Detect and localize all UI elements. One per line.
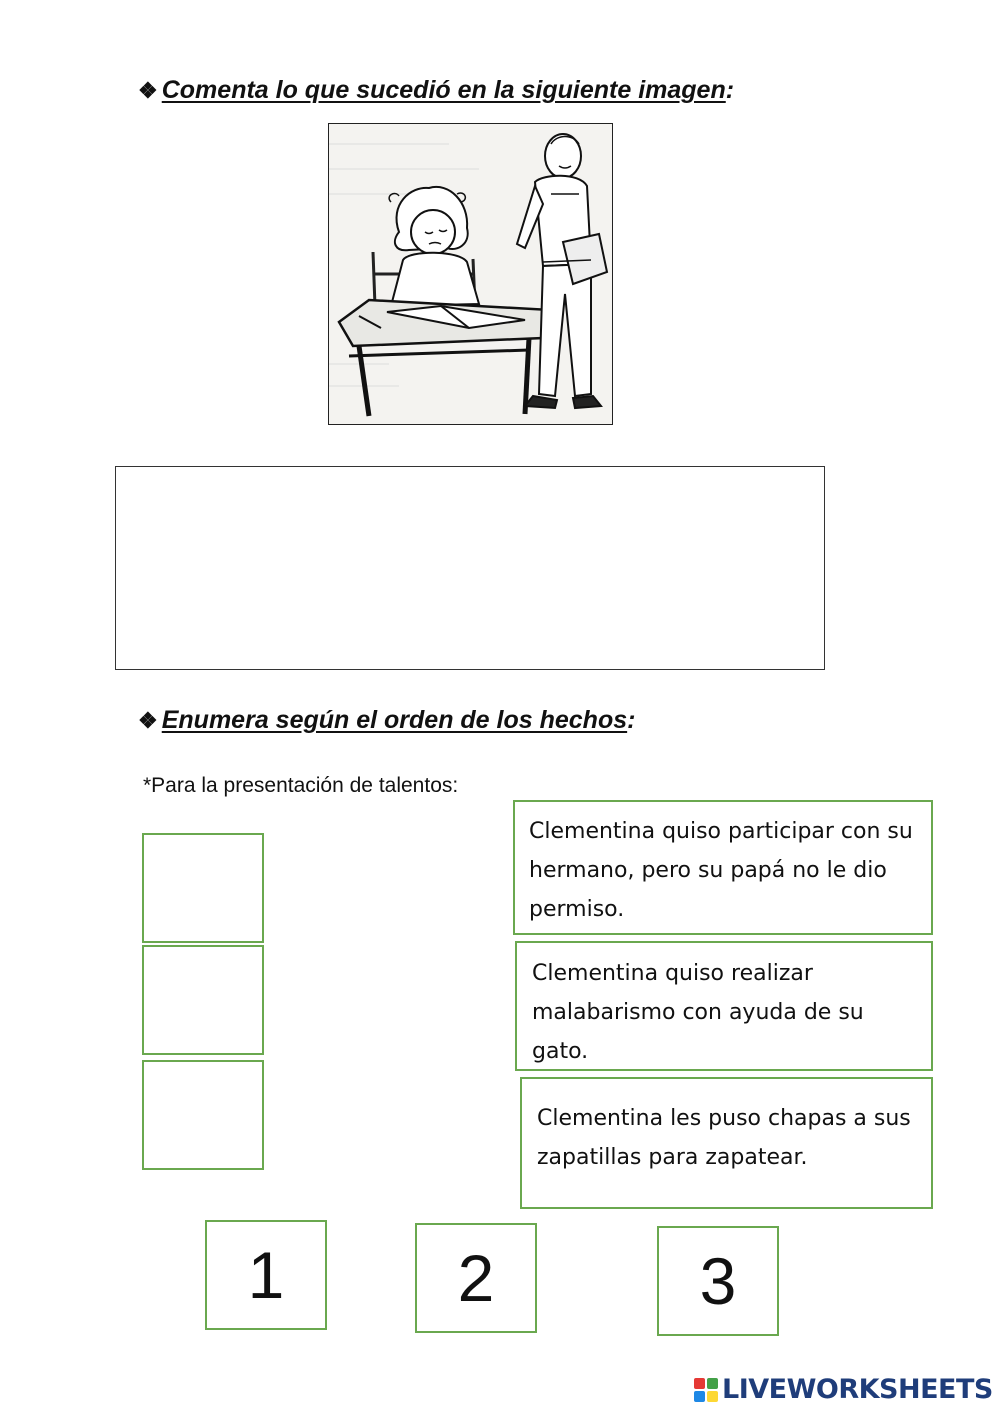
section-2-title: Enumera según el orden de los hechos — [161, 706, 628, 734]
number-tile-2[interactable]: 2 — [415, 1223, 537, 1333]
section-2-subtitle: *Para la presentación de talentos: — [143, 774, 459, 797]
event-card-2 — [515, 941, 933, 1071]
order-slot-3[interactable] — [142, 1060, 264, 1170]
story-illustration — [328, 123, 613, 425]
order-slot-1[interactable] — [142, 833, 264, 943]
section-1-colon: : — [725, 76, 735, 104]
liveworksheets-logo-text: LIVEWORKSHEETS — [722, 1374, 993, 1405]
section-1-title: Comenta lo que sucedió en la siguiente imagen — [161, 76, 726, 104]
answer-text-box[interactable] — [115, 466, 825, 670]
section-1-heading — [138, 76, 734, 105]
order-slot-2[interactable] — [142, 945, 264, 1055]
number-tile-1[interactable]: 1 — [205, 1220, 327, 1330]
section-2-colon: : — [627, 706, 636, 734]
event-card-3 — [520, 1077, 933, 1209]
diamond-bullet-icon: ❖ — [138, 78, 158, 103]
event-text-3: Clementina les puso chapas a sus zapatillas para zapatear. — [537, 1106, 911, 1170]
number-tile-3[interactable]: 3 — [657, 1226, 779, 1336]
diamond-bullet-icon: ❖ — [138, 708, 158, 733]
event-card-1 — [513, 800, 933, 935]
liveworksheets-logo-icon — [694, 1378, 718, 1402]
section-2-heading — [138, 706, 635, 735]
event-text-1: Clementina quiso participar con su hermano, pero su papá no le dio permiso. — [529, 819, 913, 922]
event-text-2: Clementina quiso realizar malabarismo con ayuda de su gato. — [532, 961, 864, 1064]
illustration-drawing — [329, 124, 612, 424]
liveworksheets-logo — [694, 1374, 993, 1405]
